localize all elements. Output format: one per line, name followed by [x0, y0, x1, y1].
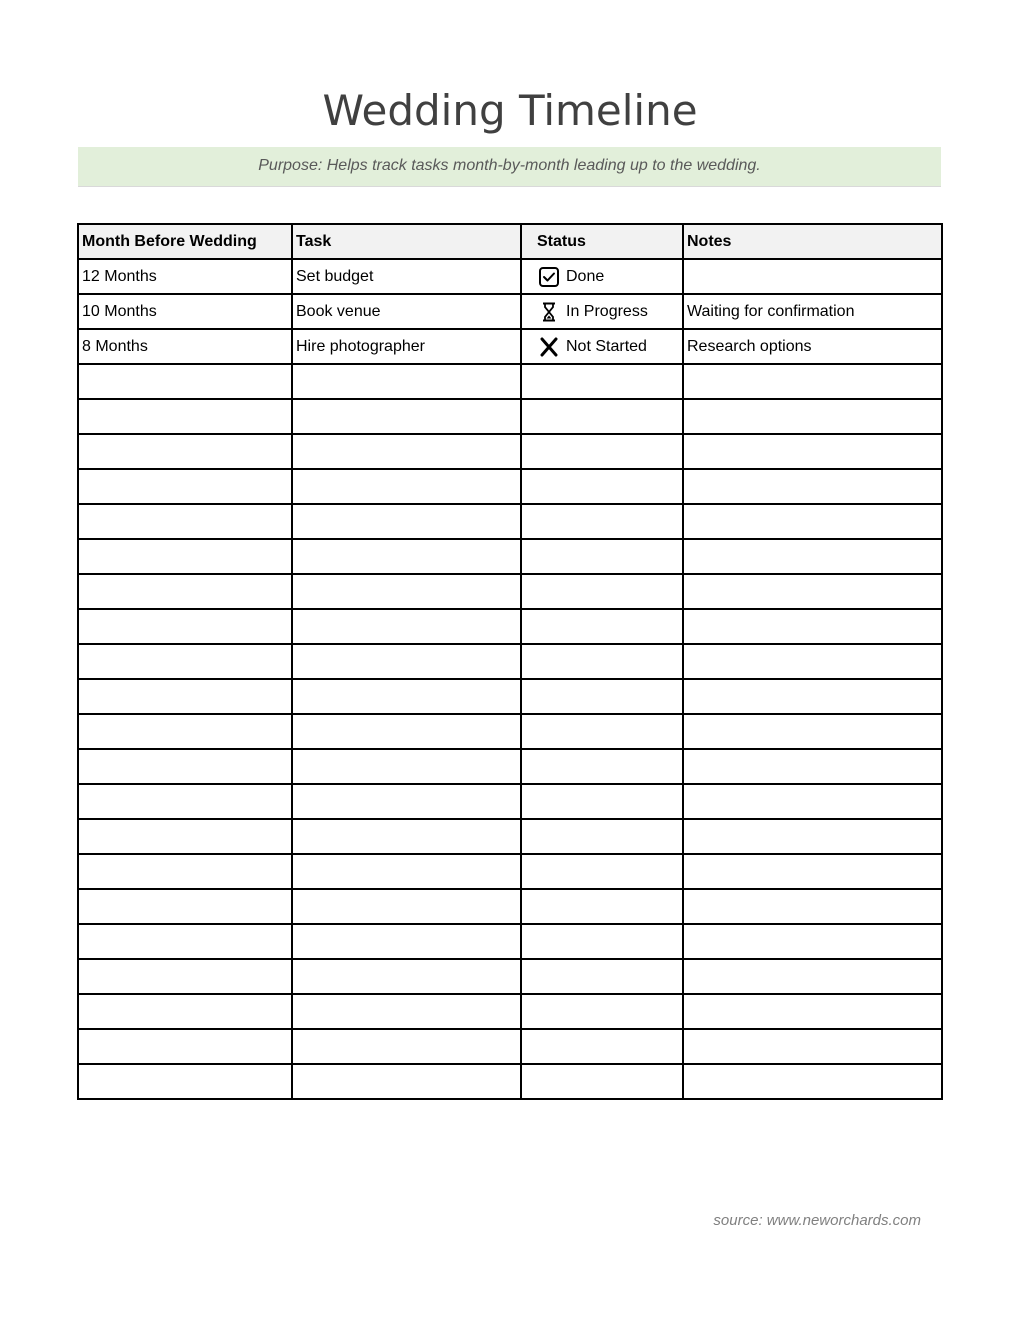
table-row [78, 889, 942, 924]
cell-task[interactable]: Book venue [292, 294, 521, 329]
header-task: Task [292, 224, 521, 259]
cell-month[interactable] [78, 504, 292, 539]
cell-status[interactable] [521, 994, 683, 1029]
cell-task[interactable] [292, 854, 521, 889]
cell-status[interactable] [521, 294, 683, 329]
table-row [78, 749, 942, 784]
hourglass-icon [538, 302, 560, 322]
cell-month[interactable] [78, 854, 292, 889]
cell-month[interactable] [78, 399, 292, 434]
source-credit: source: www.neworchards.com [713, 1212, 921, 1229]
cell-notes[interactable] [683, 959, 942, 994]
status-label: Done [566, 267, 605, 285]
table-header-row [78, 224, 942, 259]
table-row [78, 959, 942, 994]
cell-task[interactable] [292, 609, 521, 644]
cell-task[interactable] [292, 434, 521, 469]
cell-notes[interactable] [683, 679, 942, 714]
table-row [78, 994, 942, 1029]
cell-task[interactable] [292, 469, 521, 504]
cell-notes[interactable] [683, 1029, 942, 1064]
cell-status[interactable] [521, 469, 683, 504]
cell-notes[interactable]: Research options [683, 329, 942, 364]
cell-notes[interactable] [683, 574, 942, 609]
cell-status[interactable] [521, 819, 683, 854]
cell-status[interactable] [521, 854, 683, 889]
cell-month[interactable] [78, 539, 292, 574]
table-row [78, 329, 942, 364]
cell-task[interactable] [292, 679, 521, 714]
cell-notes[interactable] [683, 819, 942, 854]
cell-status[interactable] [521, 679, 683, 714]
cell-status[interactable] [521, 924, 683, 959]
table-row [78, 714, 942, 749]
table-row [78, 294, 942, 329]
cell-task[interactable] [292, 819, 521, 854]
cell-task[interactable] [292, 539, 521, 574]
cell-task[interactable] [292, 714, 521, 749]
cell-task[interactable] [292, 644, 521, 679]
table-row [78, 469, 942, 504]
cell-month[interactable] [78, 749, 292, 784]
cell-notes[interactable] [683, 609, 942, 644]
cell-status[interactable] [521, 539, 683, 574]
cell-notes[interactable] [683, 714, 942, 749]
cell-status[interactable] [521, 399, 683, 434]
cell-month[interactable] [78, 1029, 292, 1064]
cell-notes[interactable] [683, 994, 942, 1029]
cell-month[interactable] [78, 924, 292, 959]
cell-task[interactable] [292, 784, 521, 819]
table-row [78, 784, 942, 819]
cell-task[interactable] [292, 399, 521, 434]
cell-notes[interactable] [683, 539, 942, 574]
cell-month[interactable] [78, 574, 292, 609]
cell-task[interactable] [292, 924, 521, 959]
table-row [78, 609, 942, 644]
cell-task[interactable] [292, 889, 521, 924]
cell-status[interactable] [521, 364, 683, 399]
cell-month[interactable]: 10 Months [78, 294, 292, 329]
header-notes: Notes [683, 224, 942, 259]
cell-month[interactable] [78, 469, 292, 504]
cell-notes[interactable] [683, 889, 942, 924]
table-row [78, 539, 942, 574]
table-row [78, 819, 942, 854]
cell-status[interactable] [521, 1029, 683, 1064]
cell-month[interactable] [78, 714, 292, 749]
cell-month[interactable] [78, 1064, 292, 1099]
table-row [78, 504, 942, 539]
cell-status[interactable] [521, 259, 683, 294]
table-row [78, 679, 942, 714]
x-mark-icon [538, 337, 560, 357]
table-row [78, 574, 942, 609]
cell-notes[interactable] [683, 399, 942, 434]
cell-month[interactable]: 8 Months [78, 329, 292, 364]
cell-notes[interactable] [683, 749, 942, 784]
cell-status[interactable] [521, 1064, 683, 1099]
cell-notes[interactable] [683, 504, 942, 539]
cell-task[interactable]: Hire photographer [292, 329, 521, 364]
header-month: Month Before Wedding [78, 224, 292, 259]
cell-month[interactable] [78, 819, 292, 854]
cell-status[interactable] [521, 959, 683, 994]
cell-month[interactable] [78, 784, 292, 819]
table-row [78, 364, 942, 399]
table-row [78, 259, 942, 294]
cell-notes[interactable] [683, 259, 942, 294]
table-row [78, 1029, 942, 1064]
cell-notes[interactable] [683, 784, 942, 819]
cell-status[interactable] [521, 609, 683, 644]
table-row [78, 924, 942, 959]
cell-notes[interactable] [683, 924, 942, 959]
cell-month[interactable] [78, 889, 292, 924]
cell-task[interactable] [292, 994, 521, 1029]
cell-month[interactable] [78, 959, 292, 994]
cell-notes[interactable] [683, 854, 942, 889]
cell-task[interactable] [292, 364, 521, 399]
cell-month[interactable] [78, 679, 292, 714]
table-row [78, 854, 942, 889]
cell-status[interactable] [521, 714, 683, 749]
timeline-table [77, 223, 943, 1100]
checkbox-checked-icon [538, 267, 560, 287]
cell-task[interactable] [292, 1064, 521, 1099]
cell-month[interactable]: 12 Months [78, 259, 292, 294]
cell-status[interactable] [521, 749, 683, 784]
cell-notes[interactable] [683, 469, 942, 504]
cell-month[interactable] [78, 644, 292, 679]
status-label: In Progress [566, 302, 648, 320]
cell-status[interactable] [521, 329, 683, 364]
cell-month[interactable] [78, 994, 292, 1029]
cell-status[interactable] [521, 574, 683, 609]
cell-notes[interactable] [683, 434, 942, 469]
table-row [78, 434, 942, 469]
cell-month[interactable] [78, 609, 292, 644]
table-row [78, 399, 942, 434]
cell-task[interactable] [292, 574, 521, 609]
header-status: Status [521, 224, 683, 259]
cell-month[interactable] [78, 434, 292, 469]
cell-month[interactable] [78, 364, 292, 399]
cell-task[interactable] [292, 749, 521, 784]
cell-status[interactable] [521, 784, 683, 819]
cell-notes[interactable] [683, 364, 942, 399]
cell-notes[interactable] [683, 1064, 942, 1099]
purpose-banner: Purpose: Helps track tasks month-by-month leading up to the wedding. [78, 147, 941, 187]
cell-task[interactable] [292, 1029, 521, 1064]
page-title: Wedding Timeline [322, 86, 698, 135]
table-row [78, 644, 942, 679]
status-label: Not Started [566, 337, 647, 355]
cell-status[interactable] [521, 504, 683, 539]
table-row [78, 1064, 942, 1099]
cell-status[interactable] [521, 434, 683, 469]
cell-notes[interactable] [683, 644, 942, 679]
cell-status[interactable] [521, 644, 683, 679]
cell-notes[interactable]: Waiting for confirmation [683, 294, 942, 329]
cell-task[interactable] [292, 959, 521, 994]
cell-task[interactable] [292, 504, 521, 539]
cell-status[interactable] [521, 889, 683, 924]
cell-task[interactable]: Set budget [292, 259, 521, 294]
